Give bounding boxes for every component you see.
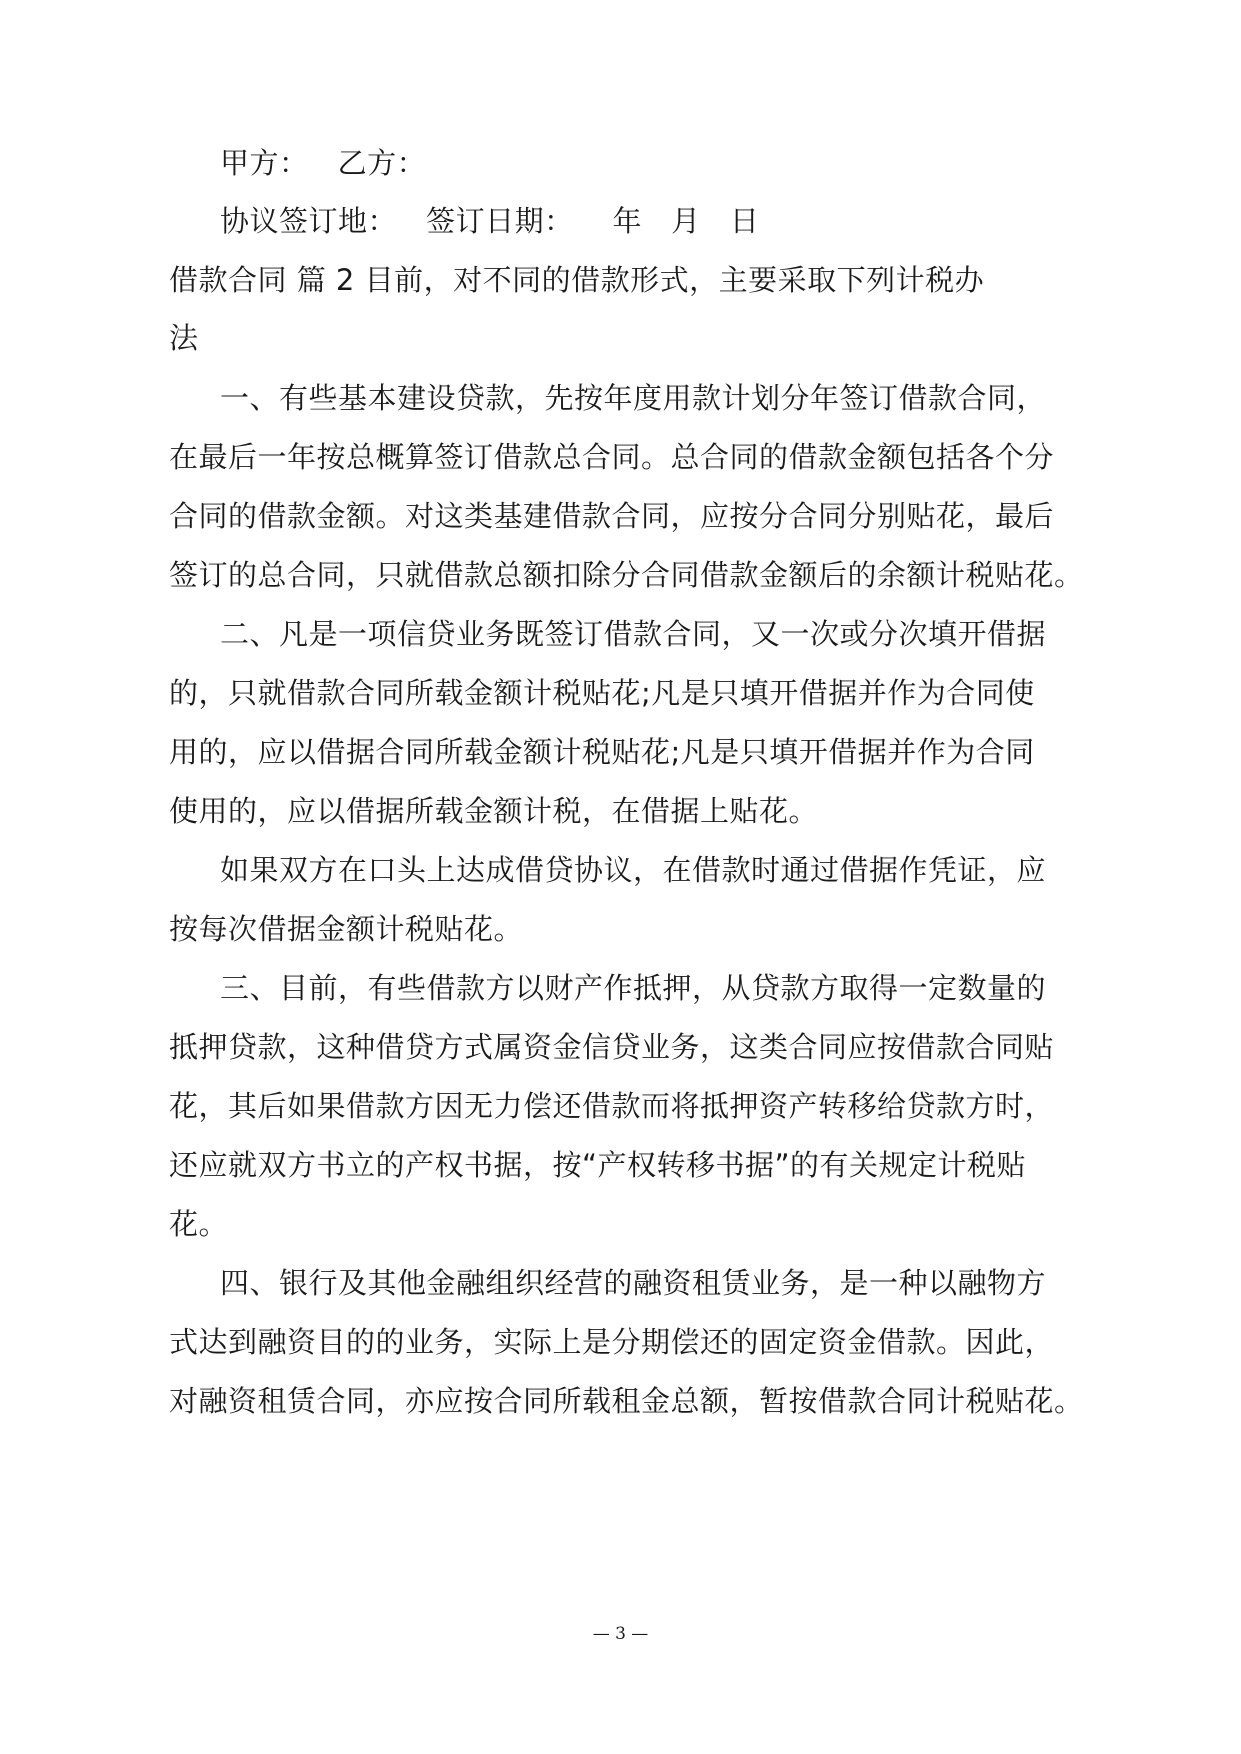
text-line: 签订的总合同，只就借款总额扣除分合同借款金额后的余额计税贴花。 bbox=[169, 558, 1084, 592]
signing-info-line: 协议签订地： 签订日期： 年 月 日 bbox=[220, 204, 760, 238]
text-line: 还应就双方书立的产权书据，按“产权转移书据”的有关规定计税贴 bbox=[169, 1148, 1027, 1182]
text-line: 如果双方在口头上达成借贷协议，在借款时通过借据作凭证，应 bbox=[220, 853, 1047, 887]
page-number: — 3 — bbox=[592, 1624, 649, 1644]
text-line: 合同的借款金额。对这类基建借款合同，应按分合同分别贴花，最后 bbox=[169, 499, 1055, 533]
text-line: 花。 bbox=[169, 1207, 229, 1241]
text-line: 法 bbox=[169, 321, 199, 355]
text-line: 四、银行及其他金融组织经营的融资租赁业务，是一种以融物方 bbox=[220, 1266, 1047, 1300]
text-line: 二、凡是一项信贷业务既签订借款合同，又一次或分次填开借据 bbox=[220, 617, 1047, 651]
text-line: 一、有些基本建设贷款，先按年度用款计划分年签订借款合同， bbox=[220, 381, 1047, 415]
text-line: 按每次借据金额计税贴花。 bbox=[169, 912, 524, 946]
party-line: 甲方： 乙方： bbox=[220, 146, 427, 180]
text-line: 在最后一年按总概算签订借款总合同。总合同的借款金额包括各个分 bbox=[169, 440, 1055, 474]
text-line: 对融资租赁合同，亦应按合同所载租金总额，暂按借款合同计税贴花。 bbox=[169, 1384, 1084, 1418]
contract-heading-line: 借款合同 篇 2 目前，对不同的借款形式，主要采取下列计税办 bbox=[169, 263, 985, 297]
text-line: 抵押贷款，这种借贷方式属资金信贷业务，这类合同应按借款合同贴 bbox=[169, 1030, 1055, 1064]
text-line: 使用的，应以借据所载金额计税，在借据上贴花。 bbox=[169, 794, 819, 828]
text-line: 花，其后如果借款方因无力偿还借款而将抵押资产转移给贷款方时， bbox=[169, 1089, 1055, 1123]
text-line: 三、目前，有些借款方以财产作抵押，从贷款方取得一定数量的 bbox=[220, 971, 1047, 1005]
text-line: 的，只就借款合同所载金额计税贴花;凡是只填开借据并作为合同使 bbox=[169, 676, 1035, 710]
text-line: 用的，应以借据合同所载金额计税贴花;凡是只填开借据并作为合同 bbox=[169, 735, 1035, 769]
text-line: 式达到融资目的的业务，实际上是分期偿还的固定资金借款。因此， bbox=[169, 1325, 1055, 1359]
